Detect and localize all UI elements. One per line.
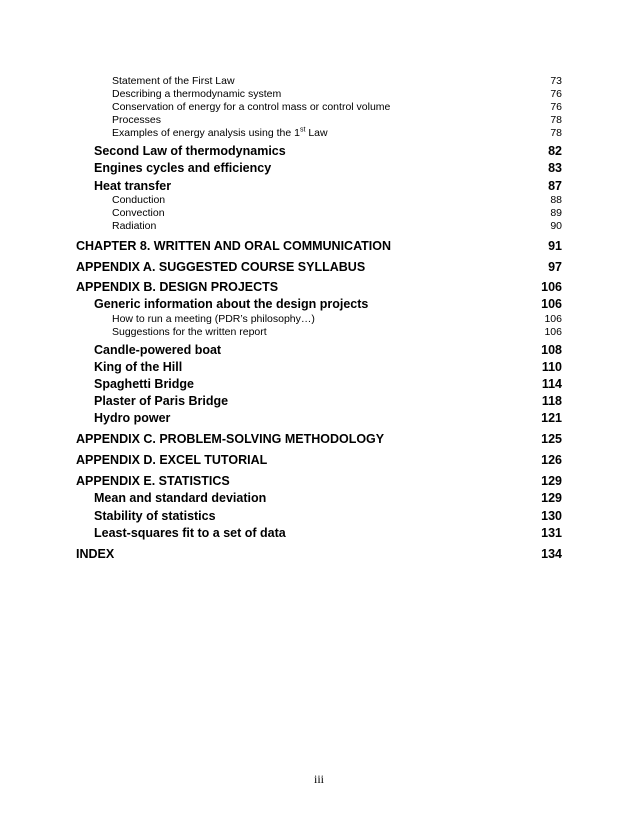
toc-entry-page: 78 [550,114,562,126]
superscript: st [299,126,306,134]
toc-entry-title: APPENDIX B. DESIGN PROJECTS [76,280,279,294]
toc-entry-page: 121 [541,411,562,425]
toc-entry-title: APPENDIX E. STATISTICS [76,474,230,488]
toc-entry-page: 78 [550,127,562,139]
toc-entry-page: 106 [544,326,562,338]
toc-entry-page: 110 [541,360,562,374]
toc-entry-title: APPENDIX D. EXCEL TUTORIAL [76,453,268,467]
toc-entry-page: 125 [541,432,562,446]
toc-entry-page: 114 [541,377,562,391]
toc-entry-title: Second Law of thermodynamics [94,144,286,158]
toc-entry-title: INDEX [76,547,115,561]
toc-entry-title: Least-squares fit to a set of data [94,526,286,540]
toc-entry-title: Candle-powered boat [94,343,222,357]
toc-entry-title: Hydro power [94,411,171,425]
toc-entry-title: Stability of statistics [94,509,216,523]
toc-entry-page: 130 [541,509,562,523]
toc-entry-page: 126 [541,453,562,467]
toc-entry-page: 76 [550,101,562,113]
toc-entry-page: 106 [541,297,562,311]
toc-entry-title: Conduction [112,194,166,206]
toc-entry-title: Mean and standard deviation [94,491,267,505]
toc-entry-page: 88 [550,194,562,206]
toc-entry-page: 90 [550,220,562,232]
toc-entry-title: Engines cycles and efficiency [94,161,272,175]
toc-entry-page: 73 [550,75,562,87]
toc-entry-page: 118 [541,394,562,408]
toc-entry-title: APPENDIX A. SUGGESTED COURSE SYLLABUS [76,260,366,274]
toc-entry-title: Statement of the First Law [112,75,235,87]
toc-entry-title: Suggestions for the written report [112,326,267,338]
toc-entry-title: APPENDIX C. PROBLEM-SOLVING METHODOLOGY [76,432,385,446]
toc-entry-page: 108 [541,343,562,357]
toc-entry-title: Processes [112,114,162,126]
toc-entry-page: 106 [544,313,562,325]
toc-entry-page: 82 [548,144,562,158]
page-number: iii [313,772,324,786]
toc-entry-title: How to run a meeting (PDR’s philosophy…) [112,313,315,325]
toc-entry-title: Conservation of energy for a control mass or control volume [112,101,391,113]
toc-entry-page: 106 [541,280,562,294]
toc-entry-page: 97 [548,260,562,274]
toc-entry-title: Generic information about the design projects [94,297,369,311]
toc-entry-title: King of the Hill [94,360,183,374]
toc-entry-page: 76 [550,88,562,100]
toc-entry-page: 131 [541,526,562,540]
toc-entry-title: Examples of energy analysis using the 1st Law [112,126,328,139]
toc-entry-page: 83 [548,161,562,175]
toc-entry-page: 87 [548,179,562,193]
toc-entry-title: CHAPTER 8. WRITTEN AND ORAL COMMUNICATION [76,239,392,253]
toc-entry-page: 134 [541,547,562,561]
toc-entry-page: 89 [550,207,562,219]
toc-entry-page: 91 [548,239,562,253]
toc-entry-page: 129 [541,491,562,505]
toc-entry-title: Radiation [112,220,157,232]
toc-entry-page: 129 [541,474,562,488]
toc-entry-title: Describing a thermodynamic system [112,88,282,100]
toc-entry-title: Heat transfer [94,179,172,193]
toc-entry-title: Spaghetti Bridge [94,377,195,391]
toc-entry-title: Convection [112,207,165,219]
toc-entry-title: Plaster of Paris Bridge [94,394,229,408]
